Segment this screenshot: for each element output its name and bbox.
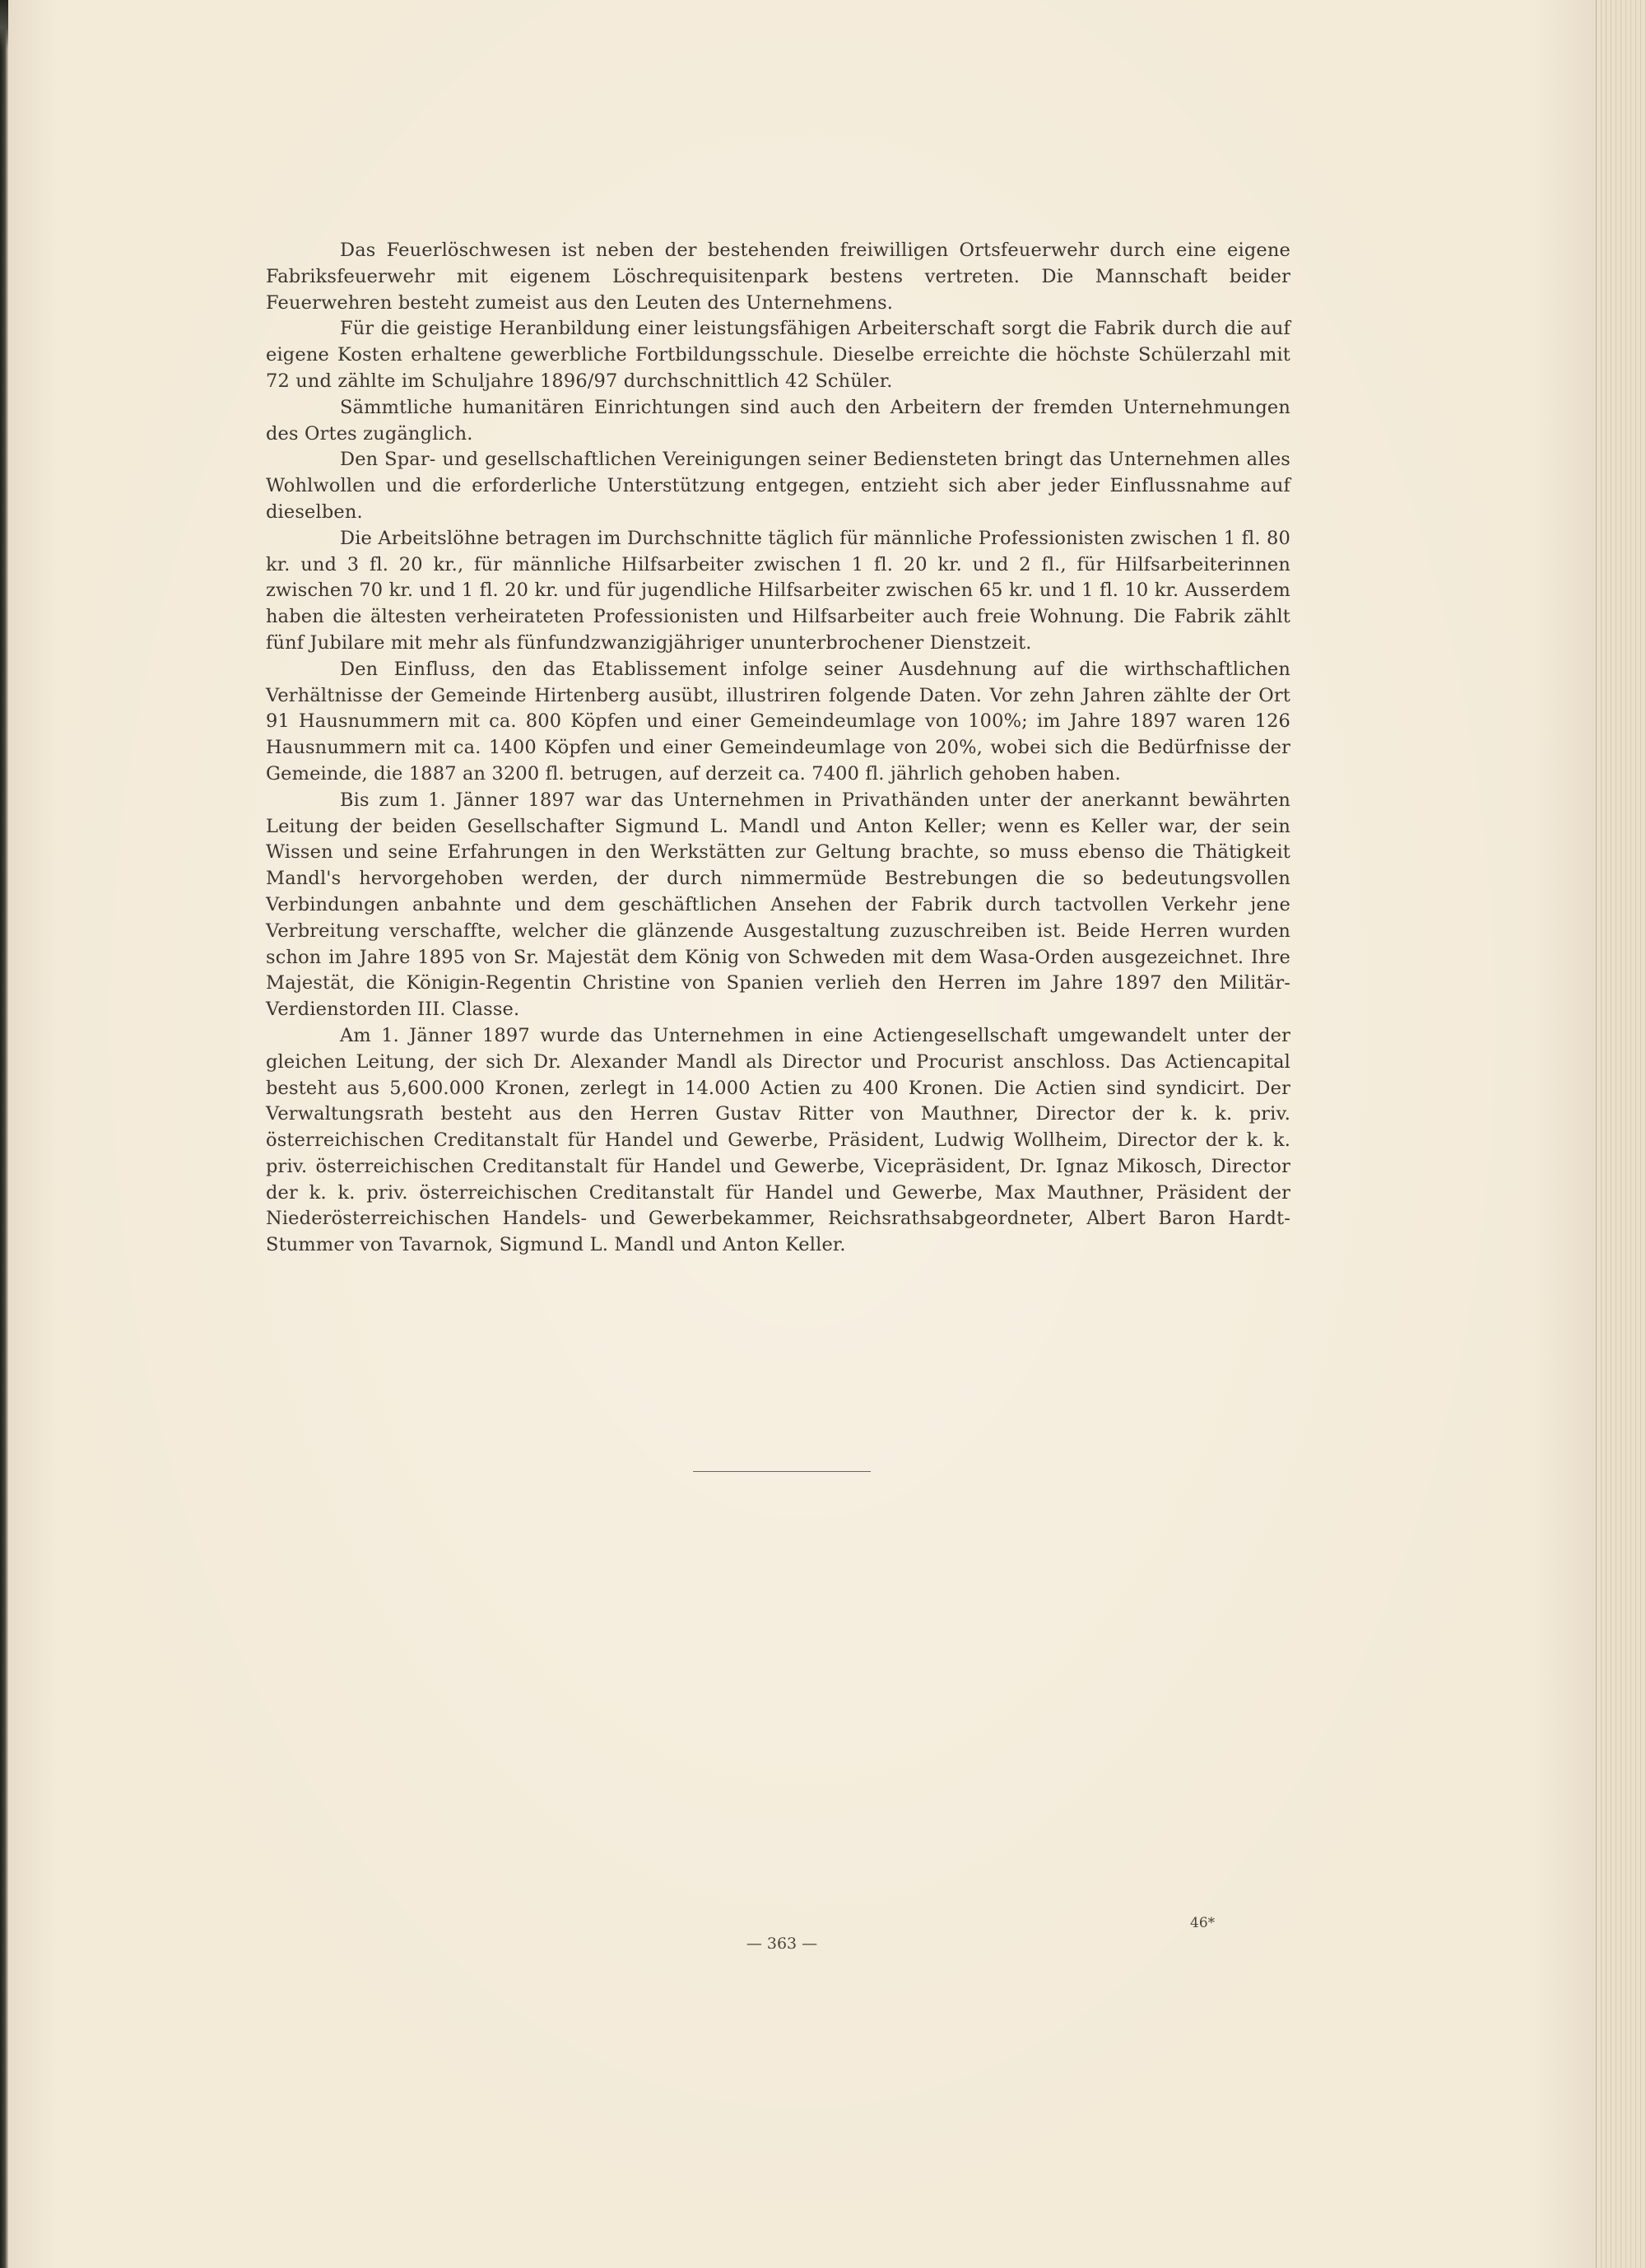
paragraph-humanitarian: Sämmtliche humanitären Einrichtungen sind auch den Arbeitern der fremden Unternehmungen des Ortes zugänglich. — [266, 396, 1290, 445]
paragraph-stock-company: Am 1. Jänner 1897 wurde das Unternehmen in eine Actiengesellschaft umgewandelt unter der gleichen Leitung, der sich Dr. Alexander Mandl als Director und Procurist anschloss. Das Actiencapital besteht aus 5,600.000 Kronen, zerlegt in 14.000 Actien zu 400 Kronen. Die Actien sind syndicirt. Der Verwaltungsrath besteht aus den Herren Gustav Ritter von Mauthner, Director der k. k. priv. österreichischen Creditanstalt für Handel und Gewerbe, Präsident, Ludwig Wollheim, Director der k. k. priv. österreichischen Creditanstalt für Handel und Gewerbe, Vicepräsident, Dr. Ignaz Mikosch, Director der k. k. priv. österreichischen Creditanstalt für Handel und Gewerbe, Max Mauthner, Präsident der Niederösterreichischen Handels- und Gewerbekammer, Reichsrathsabgeordneter, Albert Baron Hardt-Stummer von Tavarnok, Sigmund L. Mandl und Anton Keller. — [266, 1024, 1290, 1256]
paragraph-associations: Den Spar- und gesellschaftlichen Vereinigungen seiner Bediensteten bringt das Unternehmen alles Wohlwollen und die erforderliche Unterstützung entgegen, entzieht sich aber jeder Einflussnahme auf dieselben. — [266, 449, 1290, 523]
page-edges — [1596, 0, 1646, 2268]
paragraph-ownership: Bis zum 1. Jänner 1897 war das Unternehmen in Privathänden unter der anerkannt bewährten Leitung der beiden Gesellschafter Sigmund L. Mandl und Anton Keller; wenn es Keller war, der sein Wissen und seine Erfahrungen in den Werkstätten zur Geltung brachte, so muss ebenso die Thätigkeit Mandl's hervorgehoben werden, der durch nimmermüde Bestrebungen die so bedeutungsvollen Verbindungen anbahnte und dem geschäftlichen Ansehen der Fabrik durch tactvollen Verkehr jene Verbreitung verschaffte, welcher die glänzende Ausgestaltung zuzuschreiben ist. Beide Herren wurden schon im Jahre 1895 von Sr. Majestät dem König von Schweden mit dem Wasa-Orden ausgezeichnet. Ihre Majestät, die Königin-Regentin Christine von Spanien verlieh den Herren im Jahre 1897 den Militär-Verdienstorden III. Classe. — [266, 789, 1290, 1021]
paragraph-education: Für die geistige Heranbildung einer leistungsfähigen Arbeiterschaft sorgt die Fabrik durch die auf eigene Kosten erhaltene gewerbliche Fortbildungsschule. Dieselbe erreichte die höchste Schülerzahl mit 72 und zählte im Schuljahre 1896/97 durchschnittlich 42 Schüler. — [266, 318, 1290, 392]
section-divider — [693, 1471, 871, 1472]
page-number: — 363 — — [746, 1935, 818, 1953]
sheet-signature: 46* — [1190, 1915, 1216, 1931]
paragraph-fire-service: Das Feuerlöschwesen ist neben der bestehenden freiwilligen Ortsfeuerwehr durch eine eigene Fabriksfeuerwehr mit eigenem Löschrequisitenpark bestens vertreten. Die Mannschaft beider Feuerwehren besteht zumeist aus den Leuten des Unternehmens. — [266, 240, 1290, 314]
paragraph-wages: Die Arbeitslöhne betragen im Durchschnitte täglich für männliche Professionisten zwischen 1 fl. 80 kr. und 3 fl. 20 kr., für männliche Hilfsarbeiter zwischen 1 fl. 20 kr. und 2 fl., für Hilfsarbeiterinnen zwischen 70 kr. und 1 fl. 20 kr. und für jugendliche Hilfsarbeiter zwischen 65 kr. und 1 fl. 10 kr. Ausserdem haben die ältesten verheirateten Professionisten und Hilfsarbeiter auch freie Wohnung. Die Fabrik zählt fünf Jubilare mit mehr als fünfundzwanzigjähriger ununterbrochener Dienstzeit. — [266, 527, 1290, 654]
book-binding — [0, 0, 8, 2268]
body-text — [266, 238, 1290, 1259]
paragraph-municipality: Den Einfluss, den das Etablissement infolge seiner Ausdehnung auf die wirthschaftlichen Verhältnisse der Gemeinde Hirtenberg ausübt, illustriren folgende Daten. Vor zehn Jahren zählte der Ort 91 Hausnummern mit ca. 800 Köpfen und einer Gemeindeumlage von 100%; im Jahre 1897 waren 126 Hausnummern mit ca. 1400 Köpfen und einer Gemeindeumlage von 20%, wobei sich die Bedürfnisse der Gemeinde, die 1887 an 3200 fl. betrugen, auf derzeit ca. 7400 fl. jährlich gehoben haben. — [266, 658, 1290, 785]
page-sheet — [8, 0, 1597, 2268]
